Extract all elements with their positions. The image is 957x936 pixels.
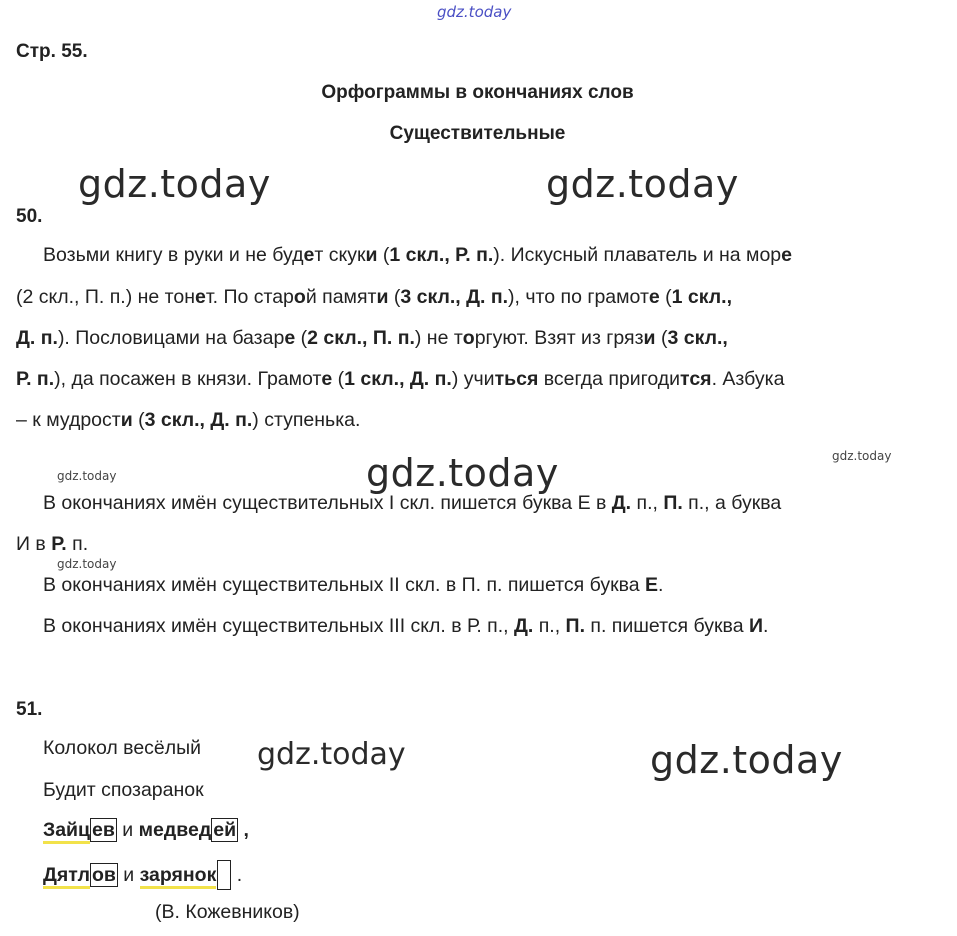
watermark-large: gdz.today (366, 451, 559, 495)
watermark-top: gdz.today (437, 3, 512, 21)
watermark-large: gdz.today (78, 162, 271, 206)
watermark-large: gdz.today (257, 737, 406, 772)
watermark-large: gdz.today (546, 162, 739, 206)
rule-1-line-2: И в Р. п. (16, 533, 89, 555)
word-zaryanok: зарянок (140, 864, 217, 889)
poem-author: (В. Кожевников) (155, 901, 300, 923)
poem-line-4: Дятл ов и зарянок . (43, 860, 242, 890)
exercise-50-number: 50. (16, 206, 43, 227)
exercise-50-line-3: Д. п.). Пословицами на базаре (2 скл., П. п.) не торгуют. Взят из грязи (3 скл., (16, 327, 728, 349)
poem-line-2: Будит спозаранок (43, 779, 204, 801)
exercise-51-number: 51. (16, 699, 43, 720)
word-medvedey-stem: медвед (138, 819, 212, 841)
poem-line-1: Колокол весёлый (43, 737, 202, 759)
poem-line-3: Зайц ев и медвед ей , (43, 818, 249, 842)
word-dyatlov-stem: Дятл (43, 864, 90, 889)
empty-ending-box (217, 860, 231, 890)
ending-box: ев (92, 819, 115, 841)
watermark-large: gdz.today (650, 738, 843, 782)
rule-1-line-1: В окончаниях имён существительных I скл. пишется буква Е в Д. п., П. п., а буква (43, 492, 782, 514)
rule-2: В окончаниях имён существительных II скл. в П. п. пишется буква Е. (43, 574, 664, 596)
watermark-small: gdz.today (832, 449, 892, 463)
exercise-50-line-4: Р. п.), да посажен в князи. Грамоте (1 скл., Д. п.) учиться всегда пригодится. Азбука (16, 368, 785, 390)
watermark-small: gdz.today (57, 469, 117, 483)
exercise-50-line-2: (2 скл., П. п.) не тонет. По старой памяти (3 скл., Д. п.), что по грамоте (1 скл., (16, 286, 732, 308)
exercise-50-line-5: – к мудрости (3 скл., Д. п.) ступенька. (16, 409, 361, 431)
exercise-50-line-1: Возьми книгу в руки и не будет скуки (1 скл., Р. п.). Искусный плаватель и на море (43, 244, 793, 266)
ending-box: ей (213, 819, 237, 841)
page-reference: Стр. 55. (16, 41, 88, 62)
watermark-small: gdz.today (57, 557, 117, 571)
word-zaytsev-stem: Зайц (43, 819, 90, 844)
page-title: Орфограммы в окончаниях слов (321, 82, 634, 103)
ending-box: ов (91, 864, 116, 886)
page-subtitle: Существительные (389, 123, 566, 144)
rule-3: В окончаниях имён существительных III скл. в Р. п., Д. п., П. п. пишется буква И. (43, 615, 769, 637)
